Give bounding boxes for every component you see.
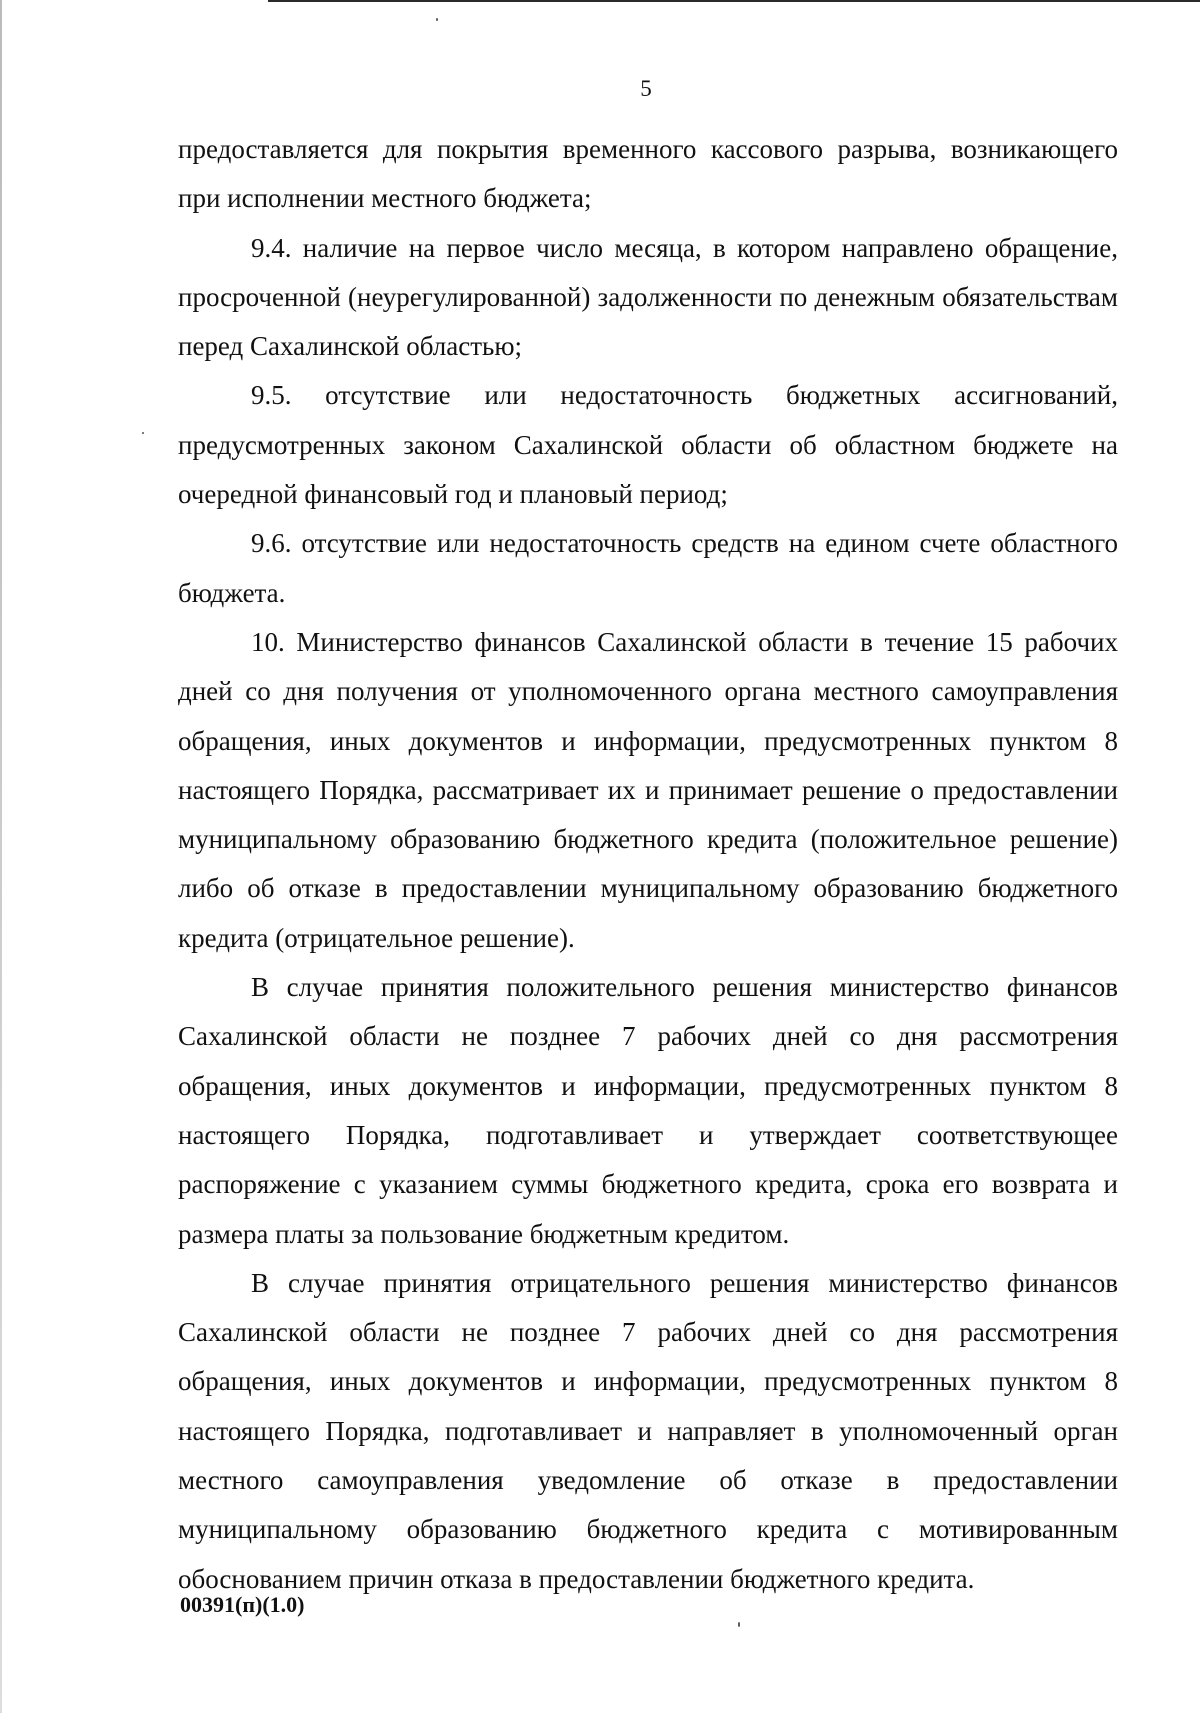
scan-speck: [142, 432, 144, 434]
paragraph-item-9-5: 9.5. отсутствие или недостаточность бюджетных ассигнований, предусмотренных законом Сахалинской области об областном бюджете на очередной финансовый год и плановый период;: [178, 380, 1118, 510]
paragraph-item-9-6: 9.6. отсутствие или недостаточность средств на едином счете областного бюджета.: [178, 528, 1118, 608]
paragraph-continuation: предоставляется для покрытия временного кассового разрыва, возникающего при исполнении местного бюджета;: [178, 134, 1118, 214]
paragraph-item-10: 10. Министерство финансов Сахалинской области в течение 15 рабочих дней со дня получения от уполномоченного органа местного самоуправления обращения, иных документов и информации, предусмотренных пунктом 8 настоящего Порядка, рассматривает их и принимает решение о предоставлении муниципальному образованию бюджетного кредита (положительное решение) либо об отказе в предоставлении муниципальному образованию бюджетного кредита (отрицательное решение).: [178, 626, 1118, 953]
scan-top-border: [268, 0, 1200, 2]
paragraph-item-9-4: 9.4. наличие на первое число месяца, в котором направлено обращение, просроченной (неурегулированной) задолженности по денежным обязательствам перед Сахалинской областью;: [178, 232, 1118, 362]
document-footer-code: 00391(п)(1.0): [180, 1592, 305, 1617]
scan-speck: [436, 18, 438, 21]
paragraph-positive-decision: В случае принятия положительного решения министерство финансов Сахалинской области не позднее 7 рабочих дней со дня рассмотрения обращения, иных документов и информации, предусмотренных пунктом 8 настоящего Порядка, подготавливает и утверждает соответствующее распоряжение с указанием суммы бюджетного кредита, срока его возврата и размера платы за пользование бюджетным кредитом.: [178, 972, 1118, 1249]
page-number: 5: [640, 76, 652, 101]
document-body: [178, 125, 1118, 1604]
scan-speck: [738, 1622, 740, 1627]
scan-left-edge: [0, 0, 2, 1713]
paragraph-negative-decision: В случае принятия отрицательного решения министерство финансов Сахалинской области не позднее 7 рабочих дней со дня рассмотрения обращения, иных документов и информации, предусмотренных пунктом 8 настоящего Порядка, подготавливает и направляет в уполномоченный орган местного самоуправления уведомление об отказе в предоставлении муниципальному образованию бюджетного кредита с мотивированным обоснованием причин отказа в предоставлении бюджетного кредита.: [178, 1267, 1118, 1594]
